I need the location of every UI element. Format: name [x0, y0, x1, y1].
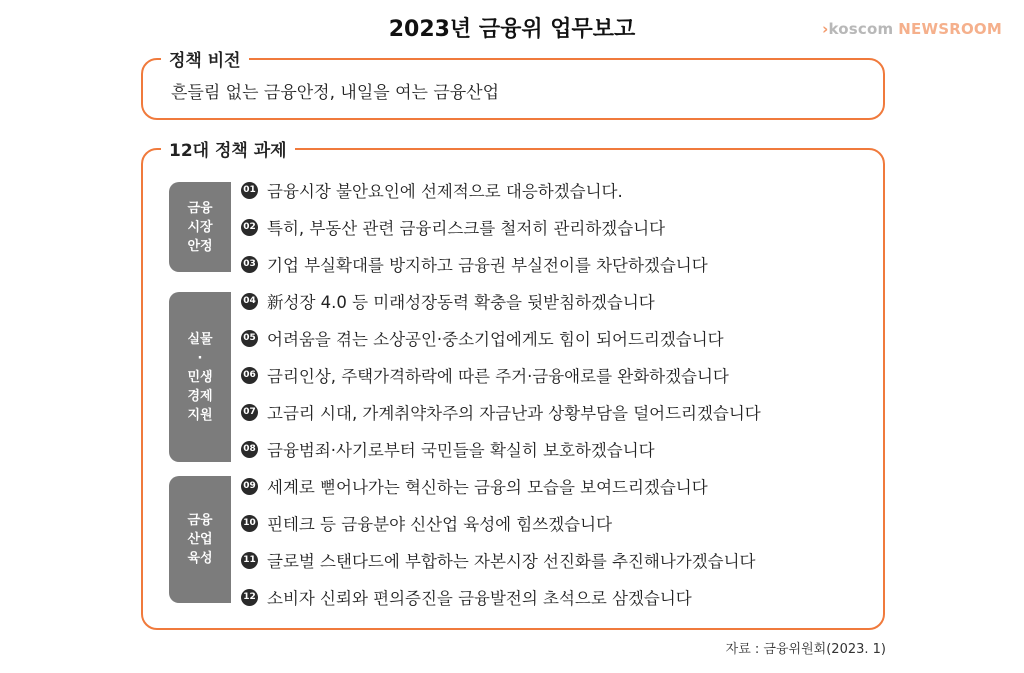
task-text: 핀테크 등 금융분야 신산업 육성에 힘쓰겠습니다: [267, 515, 613, 534]
vision-box: [141, 51, 885, 120]
task-item: [241, 437, 655, 461]
task-text: 특히, 부동산 관련 금융리스크를 철저히 관리하겠습니다: [267, 219, 666, 238]
number-badge-icon: 10: [241, 515, 258, 532]
category-line: 산업: [187, 532, 213, 547]
number-badge-icon: 07: [241, 404, 258, 421]
tasks-box: [141, 141, 885, 630]
category-economy-support: [169, 292, 231, 462]
number-badge-icon: 03: [241, 256, 258, 273]
number-badge-icon: 06: [241, 367, 258, 384]
task-item: [241, 363, 729, 387]
task-item: [241, 474, 708, 498]
category-line: 육성: [187, 551, 213, 566]
category-line: 실물: [187, 331, 213, 347]
category-industry-growth: [169, 476, 231, 603]
task-text: 新성장 4.0 등 미래성장동력 확충을 뒷받침하겠습니다: [267, 293, 655, 312]
task-text: 기업 부실확대를 방지하고 금융권 부실전이를 차단하겠습니다: [267, 256, 708, 275]
category-market-stability: [169, 182, 231, 272]
task-item: [241, 252, 708, 276]
task-text: 고금리 시대, 가계취약차주의 자금난과 상황부담을 덜어드리겠습니다: [267, 404, 761, 423]
category-line: 안정: [187, 238, 213, 254]
page-title: 2023년 금융위 업무보고: [388, 17, 636, 42]
number-badge-icon: 01: [241, 182, 258, 199]
task-item: [241, 400, 761, 424]
task-item: [241, 178, 623, 202]
task-text: 금융시장 불안요인에 선제적으로 대응하겠습니다.: [267, 182, 623, 201]
brand-logo: [822, 20, 1002, 38]
task-text: 금융범죄·사기로부터 국민들을 확실히 보호하겠습니다: [267, 441, 655, 460]
task-text: 금리인상, 주택가격하락에 따른 주거·금융애로를 완화하겠습니다: [267, 367, 729, 386]
task-item: [241, 585, 692, 609]
task-text: 세계로 뻗어나가는 혁신하는 금융의 모습을 보여드리겠습니다: [267, 478, 708, 497]
category-line: 민생: [187, 369, 213, 385]
number-badge-icon: 12: [241, 589, 258, 606]
tasks-legend: 12대 정책 과제: [161, 136, 295, 161]
number-badge-icon: 11: [241, 552, 258, 569]
task-item: [241, 511, 612, 535]
vision-text: 흔들림 없는 금융안정, 내일을 여는 금융산업: [171, 83, 500, 103]
number-badge-icon: 04: [241, 293, 258, 310]
number-badge-icon: 02: [241, 219, 258, 236]
task-text: 어려움을 겪는 소상공인·중소기업에게도 힘이 되어드리겠습니다: [267, 330, 724, 349]
task-item: [241, 326, 724, 350]
category-line: 시장: [187, 219, 213, 235]
brand-sub: NEWSROOM: [898, 20, 1002, 38]
task-item: [241, 289, 655, 313]
category-line: 금융: [187, 513, 213, 528]
task-text: 소비자 신뢰와 편의증진을 금융발전의 초석으로 삼겠습니다: [267, 589, 692, 608]
category-line: 지원: [187, 407, 213, 423]
number-badge-icon: 05: [241, 330, 258, 347]
task-item: [241, 548, 755, 572]
category-line: ·: [197, 350, 203, 366]
category-line: 금융: [187, 200, 213, 216]
brand-main: koscom: [828, 20, 894, 38]
task-text: 글로벌 스탠다드에 부합하는 자본시장 선진화를 추진해나가겠습니다: [267, 552, 756, 571]
source-note: 자료 : 금융위원회(2023. 1): [725, 642, 886, 657]
vision-legend: 정책 비전: [161, 46, 249, 71]
number-badge-icon: 08: [241, 441, 258, 458]
brand-chevron-icon: ›: [822, 20, 829, 38]
number-badge-icon: 09: [241, 478, 258, 495]
task-item: [241, 215, 665, 239]
category-line: 경제: [187, 388, 213, 404]
